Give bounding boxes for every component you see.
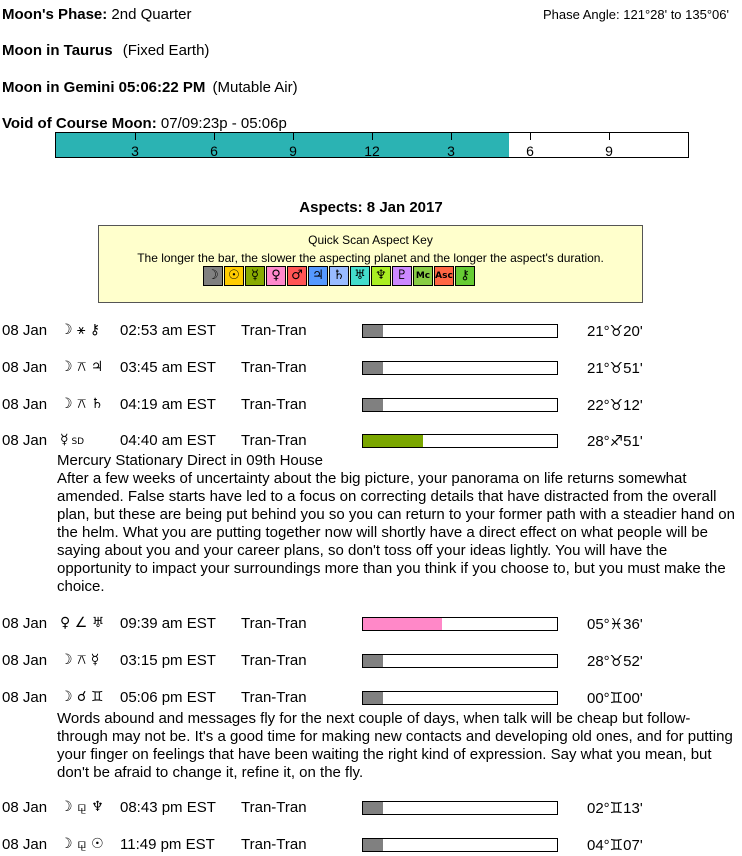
aspect-duration-fill (363, 655, 383, 667)
aspect-type: Tran-Tran (241, 396, 307, 413)
mercury-icon: ☿ (245, 266, 265, 286)
voc-tick (451, 133, 452, 140)
sun-icon: ☉ (224, 266, 244, 286)
voc-label: Void of Course Moon: (2, 115, 157, 132)
phase-angle-value: 121°28' to 135°06' (623, 7, 729, 22)
chiron-icon: ⚷ (455, 266, 475, 286)
voc-tick (530, 133, 531, 140)
void-of-course-bar (55, 132, 689, 158)
aspect-duration-bar (362, 398, 558, 412)
phase-angle (543, 7, 729, 22)
aspect-duration-fill (363, 399, 383, 411)
aspect-type: Tran-Tran (241, 652, 307, 669)
moon-in-taurus-line (2, 42, 209, 59)
aspect-time: 08:43 pm EST (120, 799, 216, 816)
voc-fill (56, 133, 509, 157)
aspect-duration-bar (362, 801, 558, 815)
voc-tick-label: 6 (526, 143, 534, 159)
key-subtitle: The longer the bar, the slower the aspecting planet and the longer the aspect's duration. (137, 251, 604, 265)
aspect-position: 02°♊13' (587, 800, 643, 817)
voc-tick (135, 133, 136, 140)
void-of-course-line (2, 115, 287, 132)
aspect-type: Tran-Tran (241, 689, 307, 706)
aspect-duration-fill (363, 325, 383, 337)
aspect-glyph-icon: ☽ ⚼ ♆ (60, 799, 104, 815)
aspect-date: 08 Jan (2, 689, 48, 706)
aspect-position: 22°♉12' (587, 397, 643, 414)
voc-tick-label: 9 (289, 143, 297, 159)
moon-taurus-label: Moon in Taurus (2, 42, 113, 59)
key-title: Quick Scan Aspect Key (308, 233, 433, 247)
aspect-glyph-icon: ☽ ☌ ♊ (60, 689, 104, 705)
aspect-duration-bar (362, 691, 558, 705)
mercury-stationary-description (57, 452, 737, 596)
phase-angle-label: Phase Angle: (543, 7, 620, 22)
aspect-glyph-icon (60, 432, 84, 448)
aspect-type: Tran-Tran (241, 359, 307, 376)
aspect-duration-fill (363, 802, 383, 814)
voc-value: 07/09:23p - 05:06p (160, 115, 287, 132)
aspect-duration-bar (362, 617, 558, 631)
aspect-row (0, 359, 742, 379)
voc-tick (609, 133, 610, 140)
aspect-duration-bar (362, 324, 558, 338)
mercury-description-heading: Mercury Stationary Direct in 09th House (57, 452, 323, 469)
moon-gemini-label: Moon in Gemini 05:06:22 PM (2, 79, 206, 96)
moon-phase-line (2, 6, 191, 23)
aspect-glyph-icon: ☽ ⚹ ⚷ (60, 322, 101, 338)
mercury-description-body: After a few weeks of uncertainty about the big picture, your panorama on life returns somewhat amended. False starts have led to a focus on correcting details that have distracted from the overall plan, but these are being put behind you so you can return to your former path with a steadier hand on the helm. What you are putting together now will shortly have a direct effect on what people will be saying about you and your career plans, so don't toss off your ideas lightly. You will have the opportunity to impact your surroundings more than you think if you choose to, but you must make the choice. (57, 470, 735, 595)
aspect-duration-fill (363, 618, 442, 630)
aspect-time: 02:53 am EST (120, 322, 216, 339)
aspect-type: Tran-Tran (241, 615, 307, 632)
aspect-position: 21°♉51' (587, 360, 643, 377)
aspect-time: 04:40 am EST (120, 432, 216, 449)
aspect-date: 08 Jan (2, 652, 48, 669)
key-swatches (203, 266, 476, 286)
aspect-duration-fill (363, 435, 423, 447)
moon-gemini-value: (Mutable Air) (212, 79, 298, 96)
aspect-row (0, 836, 742, 856)
quick-scan-aspect-key (98, 225, 643, 303)
aspect-glyph-icon: ☽ ⚻ ☿ (60, 652, 100, 668)
aspect-row (0, 799, 742, 819)
aspect-type: Tran-Tran (241, 432, 307, 449)
aspect-position: 00°♊00' (587, 690, 643, 707)
aspect-duration-fill (363, 839, 383, 851)
stationary-direct-label: SD (68, 437, 85, 447)
ascendant-icon: Asc (434, 266, 454, 286)
aspect-position: 04°♊07' (587, 837, 643, 854)
moon-gemini-description: Words abound and messages fly for the next couple of days, when talk will be cheap but follow-through may not be. It's a good time for making new contacts and developing old ones, and for putting your finger on feelings that have been waiting the right kind of expression. Say what you mean, but don't be afraid to change it, refine it, on the fly. (57, 710, 733, 781)
voc-tick (214, 133, 215, 140)
aspect-type: Tran-Tran (241, 836, 307, 853)
voc-tick-label: 3 (447, 143, 455, 159)
aspect-date: 08 Jan (2, 615, 48, 632)
aspect-glyph-icon: ♀ ∠ ♅ (60, 615, 105, 631)
aspect-time: 03:45 am EST (120, 359, 216, 376)
aspect-row (0, 615, 742, 635)
voc-tick-label: 6 (210, 143, 218, 159)
aspect-duration-bar (362, 838, 558, 852)
aspect-row (0, 322, 742, 342)
voc-tick (293, 133, 294, 140)
aspects-title: Aspects: 8 Jan 2017 (299, 199, 443, 216)
aspect-glyph-icon: ☽ ⚻ ♄ (60, 396, 104, 412)
voc-tick-label: 9 (605, 143, 613, 159)
mercury-icon: ☿ (60, 432, 69, 448)
aspect-duration-bar (362, 654, 558, 668)
moon-icon: ☽ (203, 266, 223, 286)
neptune-icon: ♆ (371, 266, 391, 286)
aspect-duration-fill (363, 362, 383, 374)
moon-phase-value: 2nd Quarter (111, 6, 192, 23)
jupiter-icon: ♃ (308, 266, 328, 286)
aspect-glyph-icon: ☽ ⚻ ♃ (60, 359, 104, 375)
aspect-row (0, 432, 742, 452)
aspect-duration-bar (362, 361, 558, 375)
mars-icon: ♂ (287, 266, 307, 286)
aspect-time: 09:39 am EST (120, 615, 216, 632)
aspect-date: 08 Jan (2, 799, 48, 816)
uranus-icon: ♅ (350, 266, 370, 286)
aspect-position: 05°♓36' (587, 616, 643, 633)
aspect-row (0, 689, 742, 709)
midheaven-icon: Mc (413, 266, 433, 286)
aspect-duration-bar (362, 434, 558, 448)
aspect-time: 11:49 pm EST (120, 836, 215, 853)
aspect-type: Tran-Tran (241, 799, 307, 816)
moon-phase-label: Moon's Phase: (2, 6, 108, 23)
aspect-position: 28°♉52' (587, 653, 643, 670)
aspect-type: Tran-Tran (241, 322, 307, 339)
voc-tick (372, 133, 373, 140)
aspect-time: 03:15 pm EST (120, 652, 216, 669)
moon-taurus-value: (Fixed Earth) (122, 42, 210, 59)
aspect-date: 08 Jan (2, 396, 48, 413)
aspect-row (0, 396, 742, 416)
aspect-time: 04:19 am EST (120, 396, 216, 413)
aspect-row (0, 652, 742, 672)
aspect-glyph-icon: ☽ ⚼ ☉ (60, 836, 104, 852)
aspect-position: 21°♉20' (587, 323, 643, 340)
aspect-duration-fill (363, 692, 383, 704)
aspect-time: 05:06 pm EST (120, 689, 216, 706)
venus-icon: ♀ (266, 266, 286, 286)
aspect-date: 08 Jan (2, 432, 48, 449)
aspect-position: 28°♐51' (587, 433, 643, 450)
aspect-date: 08 Jan (2, 836, 48, 853)
voc-tick-label: 12 (364, 143, 380, 159)
pluto-icon: ♇ (392, 266, 412, 286)
voc-tick-label: 3 (131, 143, 139, 159)
moon-in-gemini-line (2, 79, 298, 96)
aspect-date: 08 Jan (2, 359, 48, 376)
aspect-date: 08 Jan (2, 322, 48, 339)
saturn-icon: ♄ (329, 266, 349, 286)
